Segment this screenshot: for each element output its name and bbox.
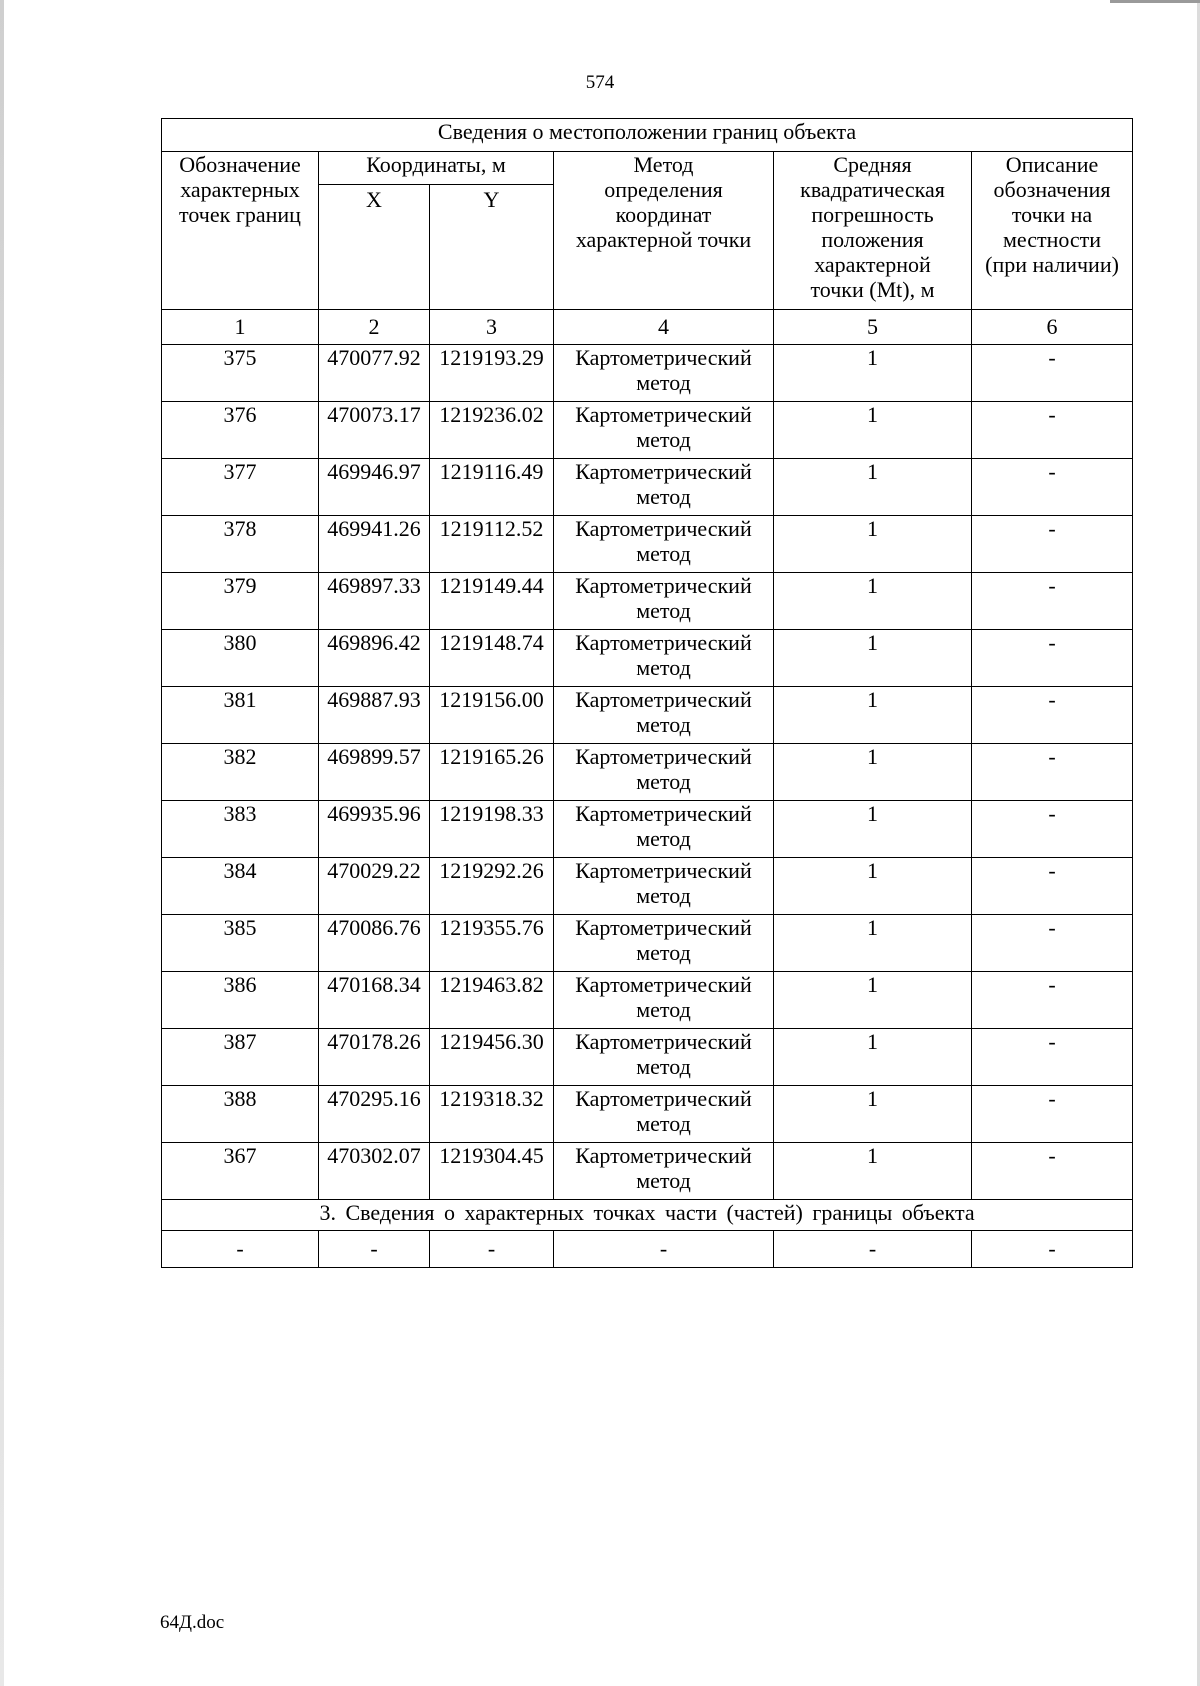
table-row [162, 915, 1133, 972]
header-line: местности [1002, 227, 1102, 252]
header-coordinates: Координаты, м [319, 152, 554, 185]
method-line: Картометрический [575, 858, 752, 883]
x-coordinate-cell: 469946.97 [319, 459, 430, 516]
page-number: 574 [585, 72, 615, 93]
description-cell: - [972, 1143, 1133, 1200]
method-line: Картометрический [575, 687, 752, 712]
x-coordinate-cell: 470295.16 [319, 1086, 430, 1143]
mt-error-cell: 1 [774, 744, 972, 801]
description-cell: - [972, 972, 1133, 1029]
method-line: метод [636, 370, 691, 395]
table-title: Сведения о местоположении границ объекта [162, 119, 1133, 152]
description-cell: - [972, 1029, 1133, 1086]
header-line: характерной [814, 252, 931, 277]
y-coordinate-cell: 1219198.33 [430, 801, 554, 858]
method-line: Картометрический [575, 972, 752, 997]
y-coordinate-cell: 1219463.82 [430, 972, 554, 1029]
method-line: метод [636, 598, 691, 623]
column-number: 6 [972, 310, 1133, 345]
empty-cell: - [430, 1231, 554, 1268]
method-cell [554, 1086, 774, 1143]
description-cell: - [972, 744, 1133, 801]
header-error [774, 152, 972, 310]
description-cell: - [972, 630, 1133, 687]
header-line: определения [604, 177, 723, 202]
empty-cell: - [162, 1231, 319, 1268]
method-line: метод [636, 1054, 691, 1079]
table-row [162, 744, 1133, 801]
method-cell [554, 345, 774, 402]
header-line: характерных [180, 177, 300, 202]
table-row [162, 801, 1133, 858]
empty-cell: - [319, 1231, 430, 1268]
method-cell [554, 687, 774, 744]
mt-error-cell: 1 [774, 1143, 972, 1200]
table-row [162, 1143, 1133, 1200]
method-line: метод [636, 769, 691, 794]
y-coordinate-cell: 1219318.32 [430, 1086, 554, 1143]
table-row [162, 972, 1133, 1029]
header-line: точки на [1011, 202, 1093, 227]
description-cell: - [972, 459, 1133, 516]
header-y: Y [430, 185, 554, 310]
x-coordinate-cell: 469941.26 [319, 516, 430, 573]
mt-error-cell: 1 [774, 459, 972, 516]
y-coordinate-cell: 1219304.45 [430, 1143, 554, 1200]
method-line: метод [636, 712, 691, 737]
method-line: метод [636, 541, 691, 566]
mt-error-cell: 1 [774, 1086, 972, 1143]
method-cell [554, 858, 774, 915]
header-line: положения [821, 227, 924, 252]
description-cell: - [972, 1086, 1133, 1143]
description-cell: - [972, 858, 1133, 915]
header-line: погрешность [811, 202, 934, 227]
method-line: Картометрический [575, 516, 752, 541]
method-cell [554, 459, 774, 516]
header-line: Средняя [833, 152, 912, 177]
y-coordinate-cell: 1219148.74 [430, 630, 554, 687]
method-line: метод [636, 484, 691, 509]
table-row [162, 1029, 1133, 1086]
method-cell [554, 516, 774, 573]
method-line: метод [636, 1168, 691, 1193]
mt-error-cell: 1 [774, 516, 972, 573]
method-cell [554, 630, 774, 687]
column-number: 1 [162, 310, 319, 345]
y-coordinate-cell: 1219292.26 [430, 858, 554, 915]
method-cell [554, 915, 774, 972]
scan-edge-left [0, 0, 4, 1686]
x-coordinate-cell: 470073.17 [319, 402, 430, 459]
method-line: метод [636, 940, 691, 965]
footer-filename: 64Д.doc [160, 1612, 225, 1633]
method-line: метод [636, 826, 691, 851]
x-coordinate-cell: 470302.07 [319, 1143, 430, 1200]
x-coordinate-cell: 469899.57 [319, 744, 430, 801]
x-coordinate-cell: 470168.34 [319, 972, 430, 1029]
description-cell: - [972, 687, 1133, 744]
section-3-empty-row [162, 1231, 1133, 1268]
header-line: Обозначение [179, 152, 301, 177]
method-cell [554, 402, 774, 459]
method-line: метод [636, 1111, 691, 1136]
mt-error-cell: 1 [774, 858, 972, 915]
mt-error-cell: 1 [774, 402, 972, 459]
x-coordinate-cell: 469896.42 [319, 630, 430, 687]
point-id-cell: 379 [162, 573, 319, 630]
x-coordinate-cell: 470086.76 [319, 915, 430, 972]
y-coordinate-cell: 1219193.29 [430, 345, 554, 402]
point-id-cell: 378 [162, 516, 319, 573]
empty-cell: - [972, 1231, 1133, 1268]
point-id-cell: 388 [162, 1086, 319, 1143]
description-cell: - [972, 801, 1133, 858]
header-line: координат [615, 202, 712, 227]
table-row [162, 345, 1133, 402]
method-line: Картометрический [575, 1029, 752, 1054]
column-number: 2 [319, 310, 430, 345]
header-description [972, 152, 1133, 310]
method-line: метод [636, 997, 691, 1022]
x-coordinate-cell: 470178.26 [319, 1029, 430, 1086]
method-line: Картометрический [575, 1086, 752, 1111]
boundary-coordinates-table [161, 118, 1133, 1268]
x-coordinate-cell: 469935.96 [319, 801, 430, 858]
point-id-cell: 377 [162, 459, 319, 516]
mt-error-cell: 1 [774, 573, 972, 630]
table-row [162, 402, 1133, 459]
method-cell [554, 1029, 774, 1086]
method-line: Картометрический [575, 915, 752, 940]
method-line: Картометрический [575, 801, 752, 826]
x-coordinate-cell: 469887.93 [319, 687, 430, 744]
scan-corner-mark [1110, 0, 1200, 3]
method-line: Картометрический [575, 744, 752, 769]
table-row [162, 858, 1133, 915]
method-line: Картометрический [575, 345, 752, 370]
table-row [162, 687, 1133, 744]
column-number-row [162, 310, 1133, 345]
method-line: метод [636, 883, 691, 908]
y-coordinate-cell: 1219116.49 [430, 459, 554, 516]
mt-error-cell: 1 [774, 972, 972, 1029]
table-row [162, 516, 1133, 573]
y-coordinate-cell: 1219156.00 [430, 687, 554, 744]
y-coordinate-cell: 1219149.44 [430, 573, 554, 630]
point-id-cell: 387 [162, 1029, 319, 1086]
x-coordinate-cell: 469897.33 [319, 573, 430, 630]
point-id-cell: 384 [162, 858, 319, 915]
mt-error-cell: 1 [774, 1029, 972, 1086]
empty-cell: - [554, 1231, 774, 1268]
mt-error-cell: 1 [774, 687, 972, 744]
y-coordinate-cell: 1219236.02 [430, 402, 554, 459]
table-row [162, 573, 1133, 630]
point-id-cell: 385 [162, 915, 319, 972]
section-3-title: 3. Сведения о характерных точках части (частей) границы объекта [162, 1200, 1133, 1231]
empty-cell: - [774, 1231, 972, 1268]
header-line: характерной точки [575, 227, 752, 252]
method-line: Картометрический [575, 459, 752, 484]
mt-error-cell: 1 [774, 801, 972, 858]
mt-error-cell: 1 [774, 915, 972, 972]
method-cell [554, 1143, 774, 1200]
description-cell: - [972, 516, 1133, 573]
header-line: точек границ [179, 202, 301, 227]
y-coordinate-cell: 1219456.30 [430, 1029, 554, 1086]
header-line: (при наличии) [985, 252, 1119, 277]
point-id-cell: 380 [162, 630, 319, 687]
method-line: метод [636, 655, 691, 680]
description-cell: - [972, 402, 1133, 459]
method-cell [554, 801, 774, 858]
y-coordinate-cell: 1219165.26 [430, 744, 554, 801]
point-id-cell: 375 [162, 345, 319, 402]
mt-error-cell: 1 [774, 345, 972, 402]
method-line: Картометрический [575, 630, 752, 655]
method-line: метод [636, 427, 691, 452]
point-id-cell: 386 [162, 972, 319, 1029]
header-line: квадратическая [800, 177, 945, 202]
header-row-1 [162, 152, 1133, 185]
header-point-designation [162, 152, 319, 310]
method-cell [554, 744, 774, 801]
table-row [162, 459, 1133, 516]
header-line: обозначения [993, 177, 1111, 202]
header-x: X [319, 185, 430, 310]
point-id-cell: 382 [162, 744, 319, 801]
point-id-cell: 367 [162, 1143, 319, 1200]
description-cell: - [972, 573, 1133, 630]
point-id-cell: 376 [162, 402, 319, 459]
header-line: точки (Mt), м [810, 277, 935, 302]
method-line: Картометрический [575, 573, 752, 598]
column-number: 4 [554, 310, 774, 345]
column-number: 3 [430, 310, 554, 345]
section-3-title-row [162, 1200, 1133, 1231]
mt-error-cell: 1 [774, 630, 972, 687]
y-coordinate-cell: 1219355.76 [430, 915, 554, 972]
x-coordinate-cell: 470077.92 [319, 345, 430, 402]
point-id-cell: 381 [162, 687, 319, 744]
method-line: Картометрический [575, 402, 752, 427]
column-number: 5 [774, 310, 972, 345]
table-row [162, 630, 1133, 687]
header-method [554, 152, 774, 310]
table-title-row [162, 119, 1133, 152]
method-cell [554, 573, 774, 630]
description-cell: - [972, 915, 1133, 972]
y-coordinate-cell: 1219112.52 [430, 516, 554, 573]
method-line: Картометрический [575, 1143, 752, 1168]
x-coordinate-cell: 470029.22 [319, 858, 430, 915]
point-id-cell: 383 [162, 801, 319, 858]
header-line: Описание [1005, 152, 1099, 177]
description-cell: - [972, 345, 1133, 402]
table-row [162, 1086, 1133, 1143]
method-cell [554, 972, 774, 1029]
header-line: Метод [633, 152, 694, 177]
